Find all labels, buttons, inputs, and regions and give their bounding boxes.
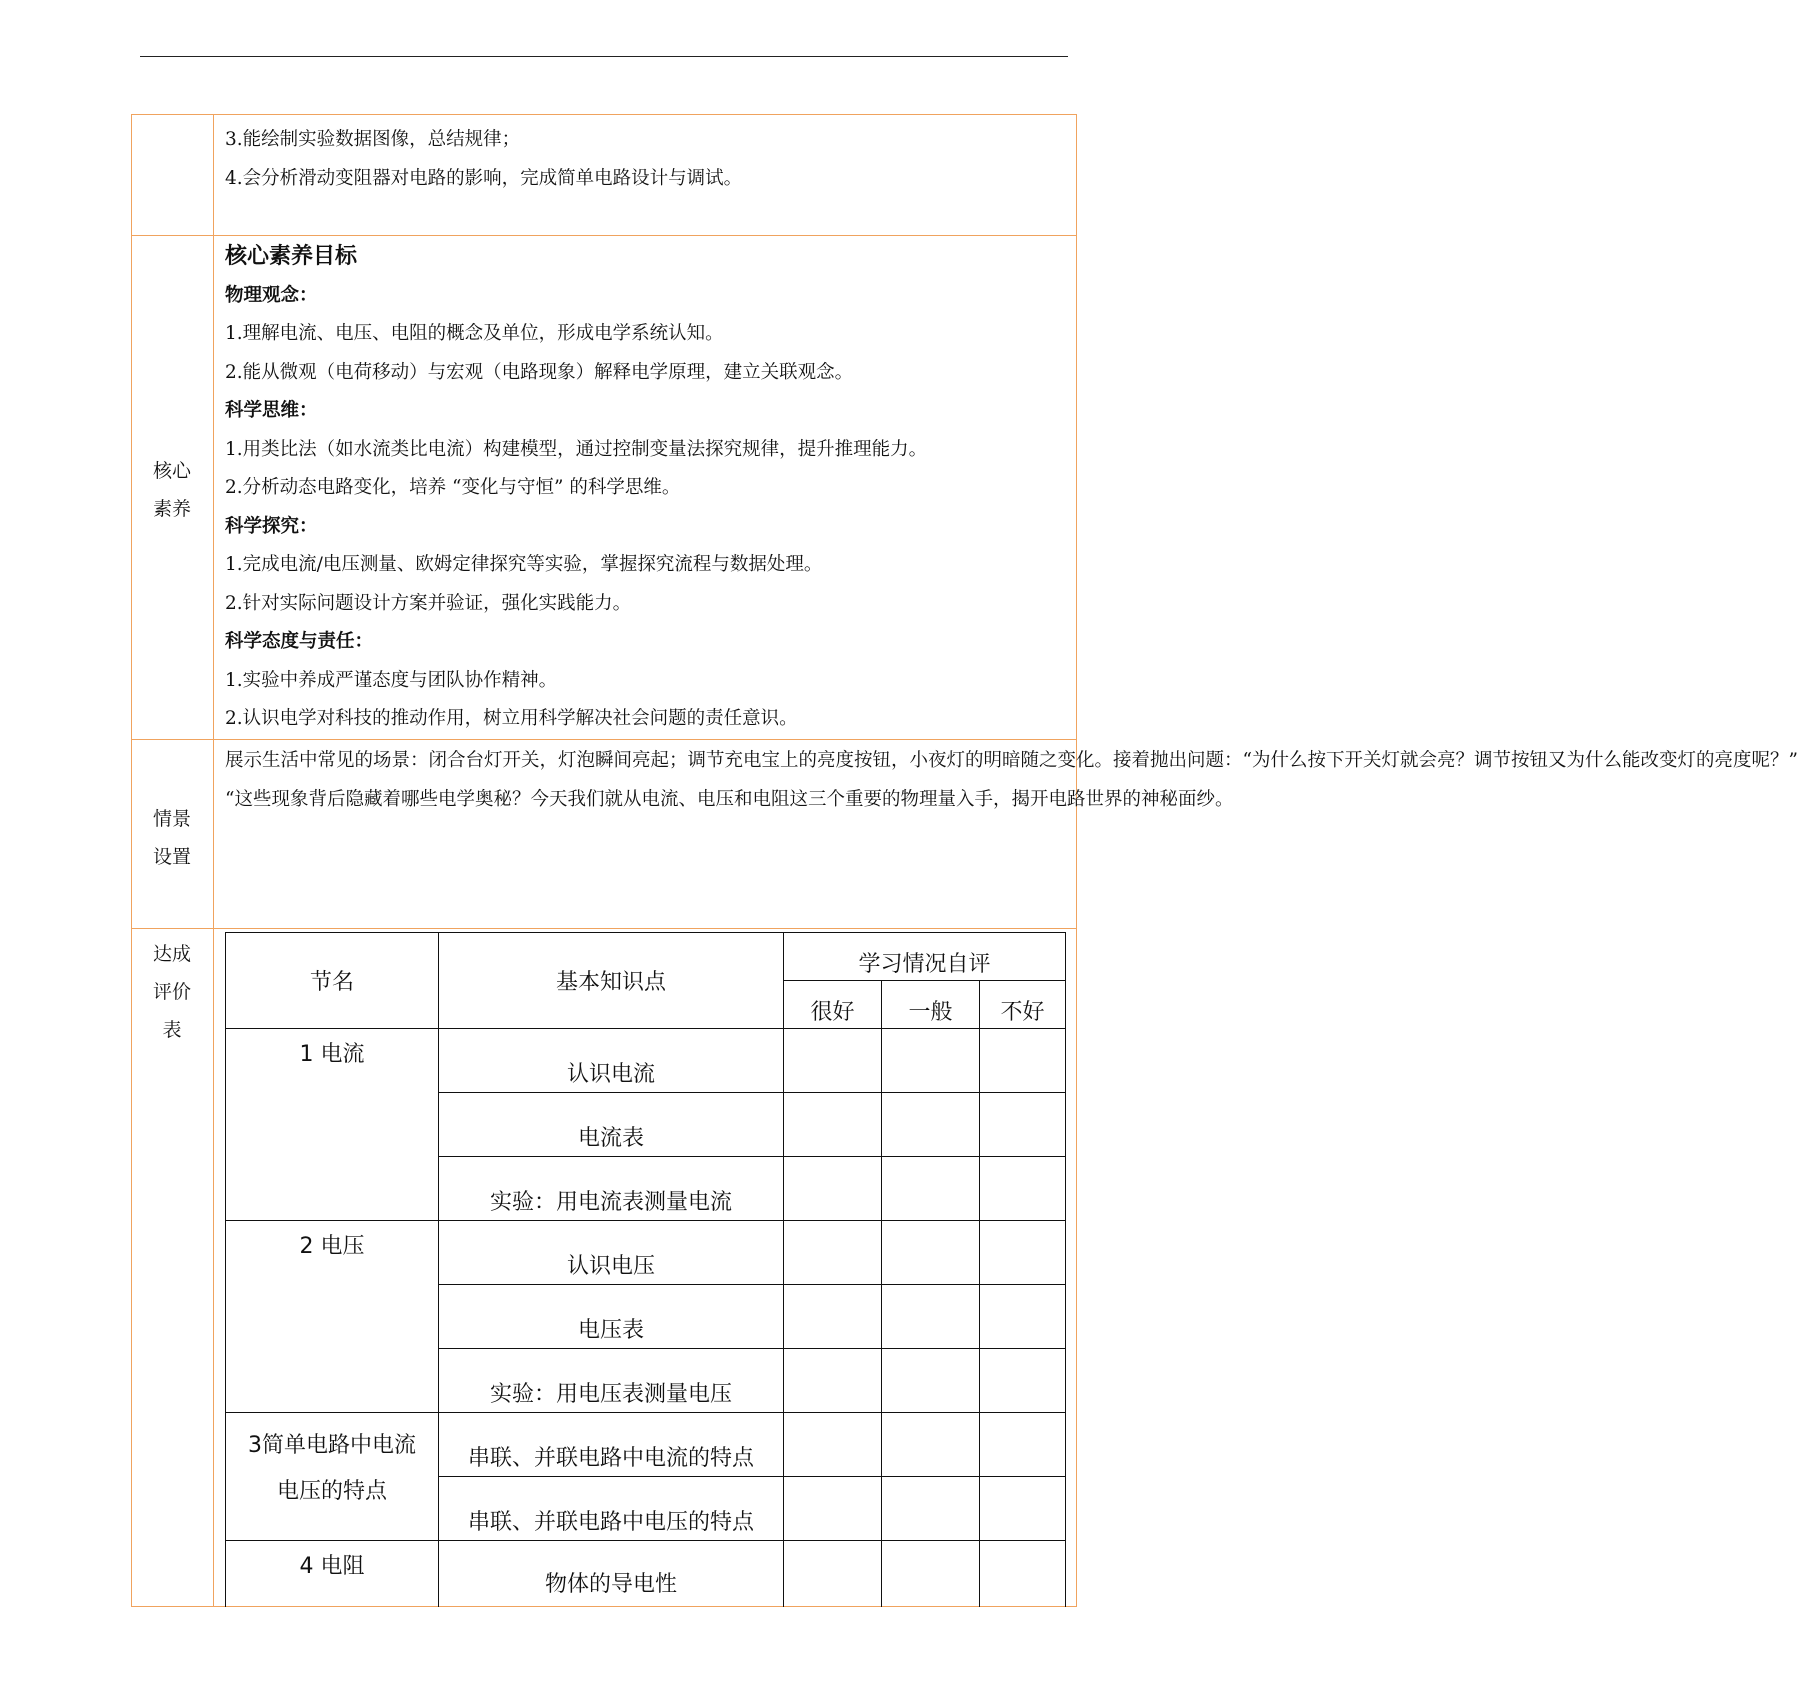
section-title: 物理观念： (225, 284, 318, 306)
table-row (226, 1029, 1066, 1093)
objectives-continued (225, 121, 1067, 198)
header-poor: 不好 (980, 981, 1066, 1029)
rating-cell-poor[interactable] (980, 1093, 1066, 1157)
rating-cell-average[interactable] (882, 1349, 980, 1413)
row-divider (131, 739, 1077, 740)
rating-cell-average[interactable] (882, 1285, 980, 1349)
header-self-eval: 学习情况自评 (784, 933, 1066, 981)
section-name: 1 电流 (226, 1029, 439, 1221)
list-item: 1.用类比法（如水流类比电流）构建模型，通过控制变量法探究规律，提升推理能力。 (225, 438, 928, 460)
rating-cell-poor[interactable] (980, 1029, 1066, 1093)
list-item: 1.实验中养成严谨态度与团队协作精神。 (225, 669, 558, 691)
rating-cell-poor[interactable] (980, 1541, 1066, 1613)
header-knowledge: 基本知识点 (439, 933, 784, 1029)
scenario-paragraph: 展示生活中常见的场景：闭合台灯开关，灯泡瞬间亮起；调节充电宝上的亮度按钮，小夜灯的明暗随之变化。接着抛出问题：“为什么按下开关灯就会亮？调节按钮又为什么能改变灯的亮度呢？” (225, 750, 1798, 771)
knowledge-point: 电流表 (439, 1093, 784, 1157)
scenario-content (225, 742, 1798, 819)
rating-cell-good[interactable] (784, 1541, 882, 1613)
table-row (226, 1541, 1066, 1613)
evaluation-label: 达成 评价 表 (152, 943, 191, 1041)
knowledge-point: 电压表 (439, 1285, 784, 1349)
knowledge-point: 认识电流 (439, 1029, 784, 1093)
rating-cell-average[interactable] (882, 1157, 980, 1221)
rating-cell-average[interactable] (882, 1093, 980, 1157)
section-name: 3简单电路中电流 电压的特点 (226, 1413, 439, 1541)
section-name: 4 电阻 (226, 1541, 439, 1613)
knowledge-point: 实验：用电流表测量电流 (439, 1157, 784, 1221)
header-section: 节名 (226, 933, 439, 1029)
rating-cell-poor[interactable] (980, 1477, 1066, 1541)
objective-item: 4.会分析滑动变阻器对电路的影响，完成简单电路设计与调试。 (225, 167, 743, 189)
rating-cell-poor[interactable] (980, 1285, 1066, 1349)
rating-cell-average[interactable] (882, 1413, 980, 1477)
rating-cell-good[interactable] (784, 1477, 882, 1541)
scenario-paragraph: “这些现象背后隐藏着哪些电学奥秘？今天我们就从电流、电压和电阻这三个重要的物理量入手，揭开电路世界的神秘面纱。 (225, 788, 1234, 810)
header-good: 很好 (784, 981, 882, 1029)
rating-cell-good[interactable] (784, 1221, 882, 1285)
rating-cell-average[interactable] (882, 1029, 980, 1093)
rating-cell-average[interactable] (882, 1541, 980, 1613)
list-item: 1.理解电流、电压、电阻的概念及单位，形成电学系统认知。 (225, 323, 724, 344)
list-item: 2.能从微观（电荷移动）与宏观（电路现象）解释电学原理，建立关联观念。 (225, 361, 854, 383)
section-name: 2 电压 (226, 1221, 439, 1413)
section-title: 科学探究： (225, 515, 318, 537)
knowledge-point: 认识电压 (439, 1221, 784, 1285)
knowledge-point: 串联、并联电路中电压的特点 (439, 1477, 784, 1541)
table-row (226, 1413, 1066, 1477)
rating-cell-poor[interactable] (980, 1157, 1066, 1221)
knowledge-point: 串联、并联电路中电流的特点 (439, 1413, 784, 1477)
objective-item: 3.能绘制实验数据图像，总结规律； (225, 129, 521, 150)
list-item: 1.完成电流/电压测量、欧姆定律探究等实验，掌握探究流程与数据处理。 (225, 554, 823, 575)
rating-cell-poor[interactable] (980, 1349, 1066, 1413)
list-item: 2.认识电学对科技的推动作用，树立用科学解决社会问题的责任意识。 (225, 708, 798, 729)
rating-cell-poor[interactable] (980, 1413, 1066, 1477)
rating-cell-good[interactable] (784, 1349, 882, 1413)
self-evaluation-table (225, 932, 1066, 1613)
core-literacy-content (225, 238, 1067, 739)
rating-cell-good[interactable] (784, 1093, 882, 1157)
list-item: 2.针对实际问题设计方案并验证，强化实践能力。 (225, 592, 632, 614)
section-title: 科学态度与责任： (225, 631, 374, 652)
knowledge-point: 物体的导电性 (439, 1541, 784, 1613)
header-average: 一般 (882, 981, 980, 1029)
row-divider (131, 235, 1077, 236)
rating-cell-good[interactable] (784, 1157, 882, 1221)
page-bottom-margin (0, 1607, 1200, 1696)
section-title: 科学思维： (225, 400, 318, 421)
rating-cell-good[interactable] (784, 1413, 882, 1477)
knowledge-point: 实验：用电压表测量电压 (439, 1349, 784, 1413)
page-header-rule (140, 56, 1068, 57)
core-literacy-heading: 核心素养目标 (225, 244, 358, 269)
list-item: 2.分析动态电路变化，培养 “变化与守恒” 的科学思维。 (225, 477, 681, 498)
rating-cell-average[interactable] (882, 1221, 980, 1285)
label-column-divider (213, 114, 214, 1607)
rating-cell-good[interactable] (784, 1029, 882, 1093)
scenario-label: 情景 设置 (152, 808, 191, 868)
table-row (226, 1221, 1066, 1285)
rating-cell-average[interactable] (882, 1477, 980, 1541)
row-divider (131, 928, 1077, 929)
rating-cell-poor[interactable] (980, 1221, 1066, 1285)
core-literacy-label: 核心 素养 (152, 460, 191, 520)
rating-cell-good[interactable] (784, 1285, 882, 1349)
